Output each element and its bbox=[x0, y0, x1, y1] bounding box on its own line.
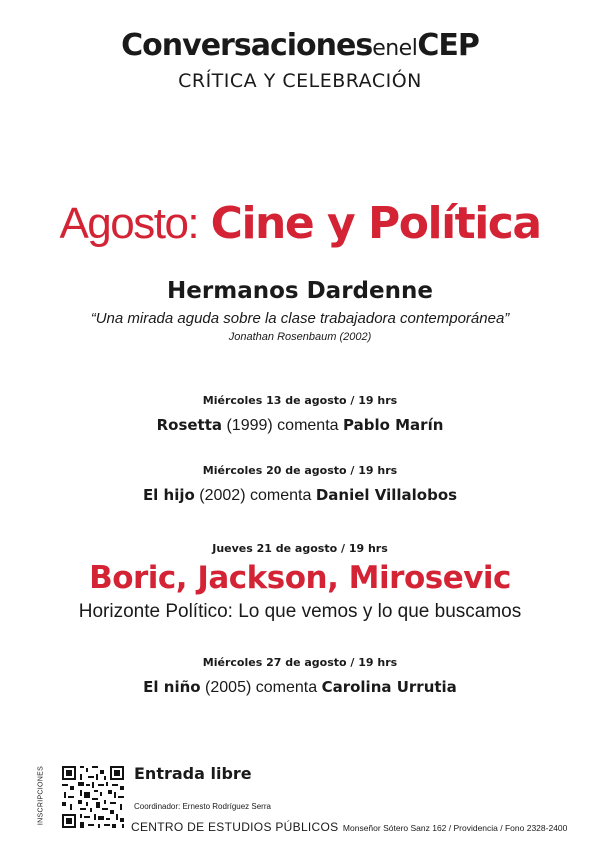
event-date: Jueves 21 de agosto / 19 hrs bbox=[212, 542, 388, 555]
film-title: El niño bbox=[143, 678, 201, 696]
film-title: El hijo bbox=[142, 486, 195, 504]
entrada-libre: Entrada libre bbox=[134, 764, 252, 783]
director-heading: Hermanos Dardenne bbox=[167, 278, 433, 304]
film-title: Rosetta bbox=[156, 416, 223, 434]
event-date: Miércoles 20 de agosto / 19 hrs bbox=[202, 464, 398, 477]
brand-conversaciones: Conversaciones bbox=[121, 28, 373, 63]
qr-code-icon[interactable] bbox=[60, 764, 126, 830]
brand-cep: CEP bbox=[417, 28, 479, 63]
brand-en-el: enel bbox=[372, 36, 418, 61]
critic-quote: “Una mirada aguda sobre la clase trabajadora contemporánea” bbox=[90, 310, 510, 327]
film-year: (1999) bbox=[226, 417, 273, 434]
theme-label: Cine y Política bbox=[210, 198, 541, 249]
film-year: (2002) bbox=[199, 487, 246, 504]
organization-address bbox=[131, 818, 567, 836]
quote-author: Jonathan Rosenbaum (2002) bbox=[228, 331, 372, 343]
speaker-name: Carolina Urrutia bbox=[321, 678, 457, 696]
page-title bbox=[0, 198, 600, 249]
comenta-label: comenta bbox=[255, 679, 318, 696]
event-film-line bbox=[0, 486, 600, 505]
coordinator-text: Coordinador: Ernesto Rodríguez Serra bbox=[134, 802, 271, 811]
event-film-line bbox=[0, 678, 600, 697]
series-subtitle: CRÍTICA Y CELEBRACIÓN bbox=[178, 70, 422, 92]
speaker-name: Daniel Villalobos bbox=[315, 486, 458, 504]
comenta-label: comenta bbox=[277, 417, 339, 434]
month-label: Agosto: bbox=[59, 199, 199, 248]
address-details: Monseñor Sótero Sanz 162 / Providencia / Fono 2328-2400 bbox=[342, 823, 568, 833]
speaker-name: Pablo Marín bbox=[343, 416, 444, 434]
panel-title: Boric, Jackson, Mirosevic bbox=[89, 560, 511, 596]
inscripciones-text: INSCRIPCIONES bbox=[37, 765, 45, 826]
organization-name: CENTRO DE ESTUDIOS PÚBLICOS bbox=[131, 820, 339, 834]
panel-subtitle: Horizonte Político: Lo que vemos y lo que buscamos bbox=[78, 601, 522, 622]
event-date: Miércoles 13 de agosto / 19 hrs bbox=[202, 394, 398, 407]
brand-title bbox=[0, 28, 600, 63]
film-year: (2005) bbox=[205, 679, 252, 696]
comenta-label: comenta bbox=[249, 487, 312, 504]
inscripciones-label bbox=[36, 764, 46, 830]
event-film-line bbox=[0, 416, 600, 435]
event-date: Miércoles 27 de agosto / 19 hrs bbox=[202, 656, 398, 669]
